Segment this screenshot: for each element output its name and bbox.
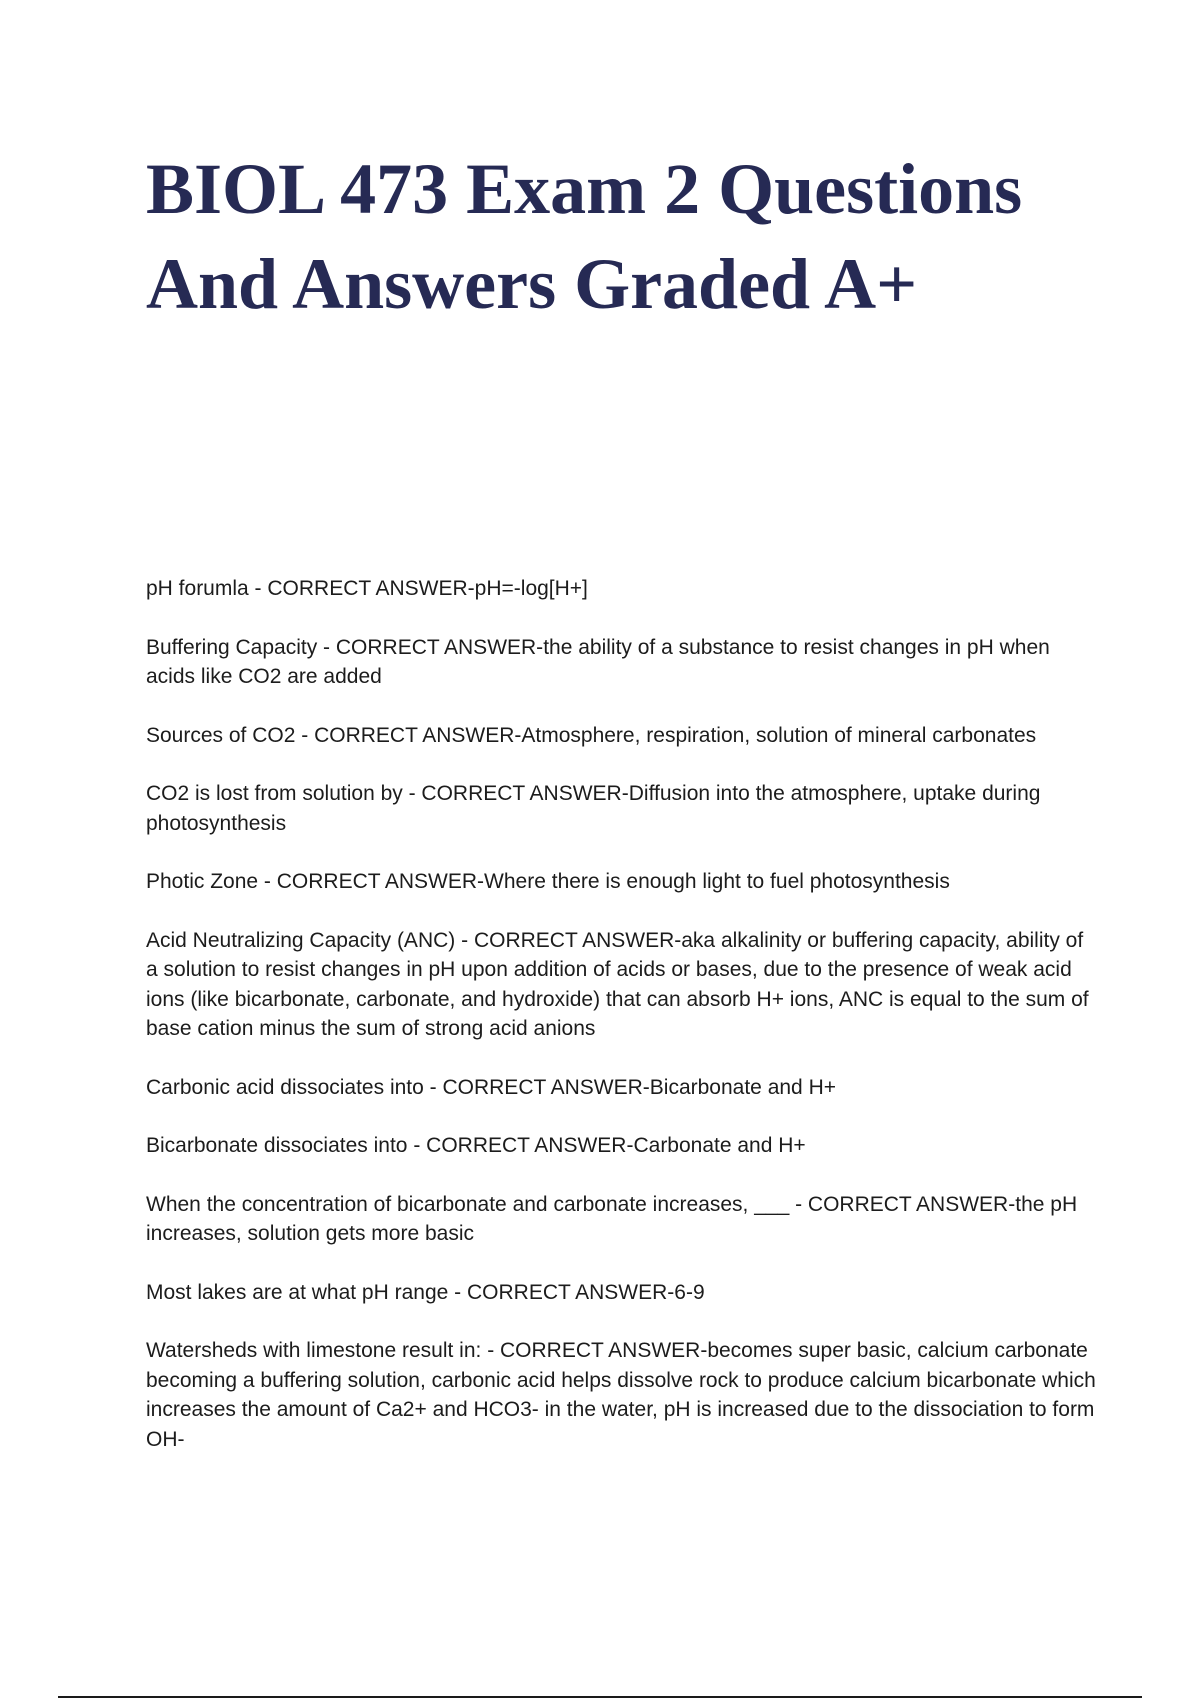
question-text: Acid Neutralizing Capacity (ANC) <box>146 928 456 952</box>
answer-text: the pH increases, solution gets more basic <box>146 1192 1078 1245</box>
question-text: pH forumla <box>146 577 249 600</box>
question-text: Buffering Capacity <box>146 635 318 659</box>
question-text: Photic Zone <box>146 870 259 893</box>
answer-text: 6-9 <box>674 1280 705 1304</box>
answer-text: Bicarbonate and H+ <box>649 1075 836 1099</box>
answer-separator: - CORRECT ANSWER- <box>481 1339 708 1362</box>
answer-separator: - CORRECT ANSWER- <box>258 870 485 893</box>
qa-item <box>146 633 1096 692</box>
answer-text: Diffusion into the atmosphere, uptake during photosynthesis <box>146 782 1041 835</box>
qa-item <box>146 926 1096 1044</box>
answer-text: becomes super basic, calcium carbonate becoming a buffering solution, carbonic acid helps dissolve rock to produce calcium bicarbonate which increases the amount of Ca2+ and HCO3- in the water, pH is increased due to the dissociation to form OH- <box>146 1339 1096 1451</box>
question-text: Most lakes are at what pH range <box>146 1280 449 1304</box>
question-text: Bicarbonate dissociates into <box>146 1134 408 1157</box>
answer-separator: - CORRECT ANSWER- <box>295 723 522 747</box>
answer-separator: - CORRECT ANSWER- <box>448 1280 675 1304</box>
qa-list <box>146 574 1096 1483</box>
qa-item <box>146 867 1096 897</box>
qa-item <box>146 1073 1096 1103</box>
answer-separator: - CORRECT ANSWER- <box>455 928 682 952</box>
qa-item <box>146 1278 1096 1308</box>
qa-item <box>146 1131 1096 1161</box>
answer-text: pH=-log[H+] <box>474 577 588 600</box>
answer-text: Where there is enough light to fuel photosynthesis <box>484 870 950 893</box>
answer-separator: - CORRECT ANSWER- <box>407 1134 634 1157</box>
question-text: When the concentration of bicarbonate and carbonate increases, ___ <box>146 1192 790 1216</box>
qa-item <box>146 779 1096 838</box>
answer-text: Atmosphere, respiration, solution of mineral carbonates <box>521 723 1037 747</box>
qa-item <box>146 1190 1096 1249</box>
answer-text: Carbonate and H+ <box>633 1134 806 1157</box>
answer-separator: - CORRECT ANSWER- <box>423 1075 650 1099</box>
qa-item <box>146 1336 1096 1454</box>
answer-separator: - CORRECT ANSWER- <box>789 1192 1016 1216</box>
answer-separator: - CORRECT ANSWER- <box>317 635 544 659</box>
question-text: Sources of CO2 <box>146 723 296 747</box>
footer-divider <box>58 1696 1142 1698</box>
answer-text: the ability of a substance to resist changes in pH when acids like CO2 are added <box>146 635 1050 688</box>
qa-item <box>146 574 1096 604</box>
question-text: Watersheds with limestone result in: <box>146 1339 482 1362</box>
qa-item <box>146 721 1096 751</box>
answer-separator: - CORRECT ANSWER- <box>402 782 629 805</box>
question-text: CO2 is lost from solution by <box>146 782 403 805</box>
answer-separator: - CORRECT ANSWER- <box>248 577 475 600</box>
question-text: Carbonic acid dissociates into <box>146 1075 424 1099</box>
document-title: BIOL 473 Exam 2 Questions And Answers Graded A+ <box>146 149 1023 324</box>
answer-text: aka alkalinity or buffering capacity, ability of a solution to resist changes in pH upon addition of acids or bases, due to the presence of weak acid ions (like bicarbonate, carbonate, and hydroxide) that can absorb H+ ions, ANC is equal to the sum of base cation minus the sum of strong acid anions <box>146 928 1089 1040</box>
